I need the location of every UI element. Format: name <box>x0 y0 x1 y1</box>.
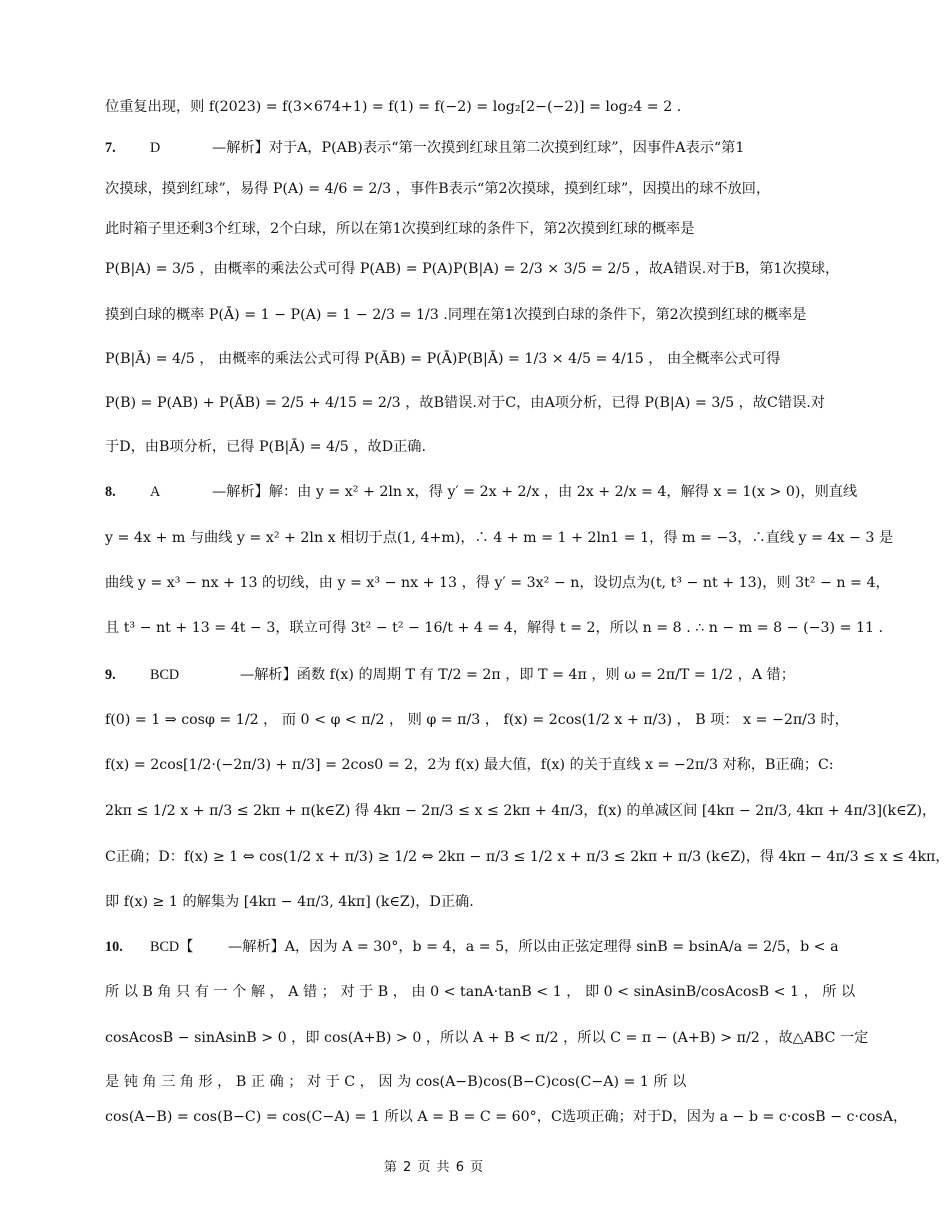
solution-text-line: 摸到白球的概率 P(Ā) = 1 − P(A) = 1 − 2/3 = 1/3 .同理在第1次摸到白球的条件下，第2次摸到红球的概率是 <box>105 307 807 323</box>
question-number: 9. <box>105 667 116 683</box>
solution-text-line: 于D，由B项分析，已得 P(B|Ā) = 4/5 ，故D正确. <box>105 439 426 455</box>
answer-letters: A <box>150 484 161 500</box>
solution-text-line: C正确；D：f(x) ≥ 1 ⇔ cos(1/2 x + π/3) ≥ 1/2 ⇔ 2kπ − π/3 ≤ 1/2 x + π/3 ≤ 2kπ + π/3 (k∈Z)，得 4kπ − 4π/3 ≤ x ≤ 4kπ， <box>105 849 950 865</box>
solution-text-line: —解析】A，因为 A = 30°，b = 4，a = 5，所以由正弦定理得 sinB = bsinA/a = 2/5，b < a <box>228 939 839 955</box>
question-number: 10. <box>105 939 123 955</box>
solution-text-line: P(B|Ā) = 4/5 ， 由概率的乘法公式可得 P(ĀB) = P(Ā)P(B|Ā) = 1/3 × 4/5 = 4/15 ， 由全概率公式可得 <box>105 351 781 367</box>
answer-letters: BCD【 <box>150 939 194 955</box>
solution-text-line: 位重复出现，则 f(2023) = f(3×674+1) = f(1) = f(−2) = log₂[2−(−2)] = log₂4 = 2 . <box>105 99 682 115</box>
solution-text-line: f(0) = 1 ⇒ cosφ = 1/2 ， 而 0 < φ < π/2 ， 则 φ = π/3 ， f(x) = 2cos(1/2 x + π/3) ， B 项： x = −2π/3 时， <box>105 712 849 728</box>
solution-text-line: 曲线 y = x³ − nx + 13 的切线，由 y = x³ − nx + 13 ，得 y′ = 3x² − n，设切点为(t, t³ − nt + 13)，则 3t² − n = 4， <box>105 575 890 591</box>
solution-text-line: 此时箱子里还剩3个红球，2个白球，所以在第1次摸到红球的条件下，第2次摸到红球的概率是 <box>105 221 695 237</box>
solution-text-line: —解析】对于A，P(AB)表示“第一次摸到红球且第二次摸到红球”，因事件A表示“第1 <box>212 140 745 156</box>
question-number: 7. <box>105 140 116 156</box>
question-number: 8. <box>105 484 116 500</box>
answer-letters: D <box>150 140 161 156</box>
solution-text-line: P(B|A) = 3/5 ，由概率的乘法公式可得 P(AB) = P(A)P(B|A) = 2/3 × 3/5 = 2/5 ，故A错误.对于B，第1次摸球， <box>105 261 840 277</box>
solution-text-line: 2kπ ≤ 1/2 x + π/3 ≤ 2kπ + π(k∈Z) 得 4kπ − 2π/3 ≤ x ≤ 2kπ + 4π/3，f(x) 的单减区间 [4kπ − 2π/3, 4kπ + 4π/3](k∈Z)， <box>105 803 937 819</box>
page-footer: 第 2 页 共 6 页 <box>383 1160 485 1175</box>
solution-text-line: cos(A−B) = cos(B−C) = cos(C−A) = 1 所以 A = B = C = 60°，C选项正确；对于D，因为 a − b = c·cosB − c·cosA， <box>105 1109 908 1125</box>
solution-text-line: —解析】解：由 y = x² + 2ln x，得 y′ = 2x + 2/x ，由 2x + 2/x = 4，解得 x = 1(x > 0)，则直线 <box>212 484 858 500</box>
solution-text-line: 且 t³ − nt + 13 = 4t − 3，联立可得 3t² − t² − 16/t + 4 = 4，解得 t = 2，所以 n = 8 . ∴ n − m = 8 − (−3) = 11 . <box>105 620 884 636</box>
solution-text-line: cosAcosB − sinAsinB > 0 ，即 cos(A+B) > 0 ，所以 A + B < π/2 ，所以 C = π − (A+B) > π/2 ，故△ABC 一定 <box>105 1030 869 1046</box>
solution-text-line: y = 4x + m 与曲线 y = x² + 2ln x 相切于点(1, 4+m)，∴ 4 + m = 1 + 2ln1 = 1，得 m = −3，∴直线 y = 4x − 3 是 <box>105 530 894 546</box>
solution-text-line: f(x) = 2cos[1/2·(−2π/3) + π/3] = 2cos0 = 2，2为 f(x) 最大值，f(x) 的关于直线 x = −2π/3 对称，B正确；C: <box>105 757 834 773</box>
solution-text-line: P(B) = P(AB) + P(ĀB) = 2/5 + 4/15 = 2/3 ，故B错误.对于C，由A项分析，已得 P(B|A) = 3/5 ，故C错误.对 <box>105 395 825 411</box>
solution-text-line: 次摸球，摸到红球”，易得 P(A) = 4/6 = 2/3 ，事件B表示“第2次摸球，摸到红球”，因摸出的球不放回， <box>105 181 771 197</box>
solution-text-line: —解析】函数 f(x) 的周期 T 有 T/2 = 2π ，即 T = 4π ，则 ω = 2π/T = 1/2 ，A 错； <box>240 667 795 683</box>
solution-text-line: 所 以 B 角 只 有 一 个 解 ， A 错 ； 对 于 B ， 由 0 < tanA·tanB < 1 ， 即 0 < sinAsinB/cosAcosB < 1 ， 所 以 <box>105 984 856 1000</box>
answer-letters: BCD <box>150 667 180 683</box>
solution-text-line: 是 钝 角 三 角 形 ， B 正 确 ； 对 于 C ， 因 为 cos(A−B)cos(B−C)cos(C−A) = 1 所 以 <box>105 1074 687 1090</box>
solution-text-line: 即 f(x) ≥ 1 的解集为 [4kπ − 4π/3, 4kπ] (k∈Z)，D正确. <box>105 894 474 910</box>
